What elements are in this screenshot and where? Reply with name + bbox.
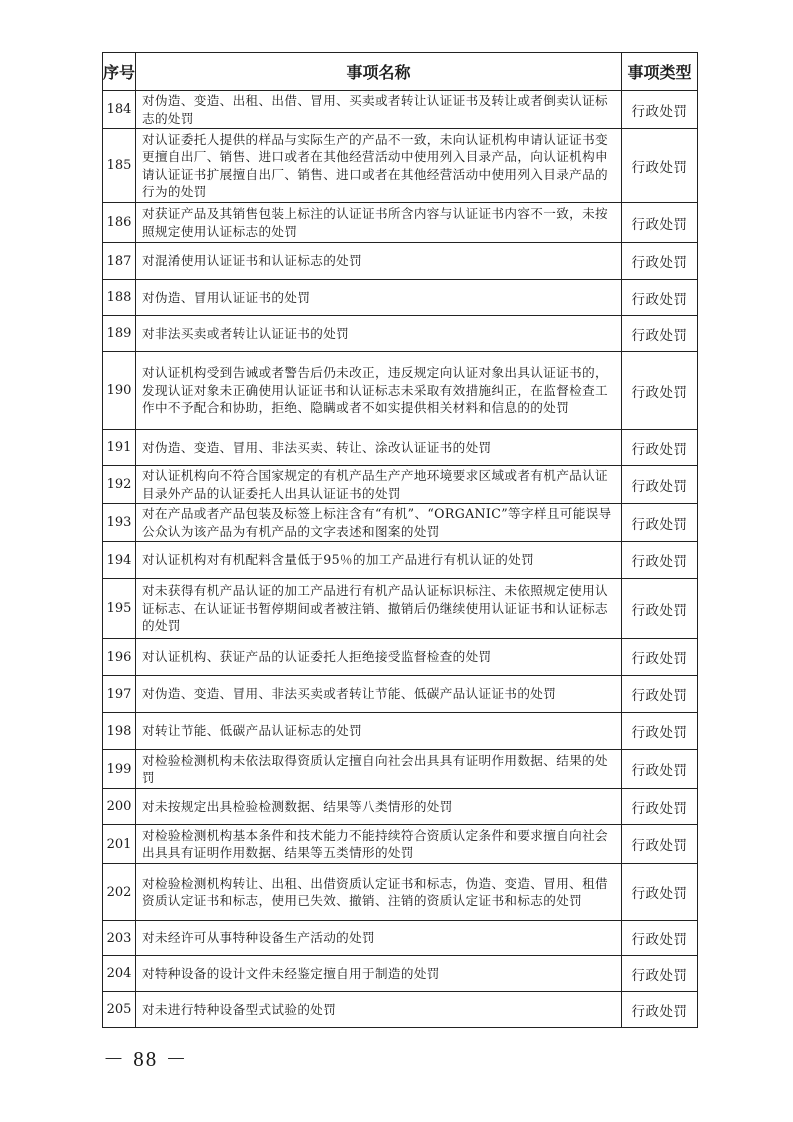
row-item-type: 行政处罚 xyxy=(622,542,698,579)
row-item-name: 对检验检测机构未依法取得资质认定擅自向社会出具具有证明作用数据、结果的处罚 xyxy=(136,750,622,789)
row-item-name: 对获证产品及其销售包装上标注的认证证书所含内容与认证证书内容不一致，未按照规定使用认证标志的处罚 xyxy=(136,203,622,243)
row-serial-number: 205 xyxy=(103,992,136,1028)
page-number: － 88 － xyxy=(103,1047,189,1071)
table-row xyxy=(103,864,698,921)
table-row xyxy=(103,992,698,1028)
row-serial-number: 193 xyxy=(103,504,136,542)
row-item-type: 行政处罚 xyxy=(622,91,698,129)
row-item-name: 对认证机构对有机配料含量低于95％的加工产品进行有机认证的处罚 xyxy=(136,542,622,579)
table-row xyxy=(103,91,698,129)
row-serial-number: 195 xyxy=(103,579,136,639)
row-serial-number: 188 xyxy=(103,280,136,316)
table-row xyxy=(103,542,698,579)
row-item-type: 行政处罚 xyxy=(622,639,698,676)
row-item-type: 行政处罚 xyxy=(622,921,698,956)
row-serial-number: 192 xyxy=(103,466,136,504)
table-row xyxy=(103,129,698,203)
row-item-name: 对伪造、变造、冒用、非法买卖、转让、涂改认证证书的处罚 xyxy=(136,430,622,466)
row-item-type: 行政处罚 xyxy=(622,466,698,504)
table-row xyxy=(103,430,698,466)
row-item-name: 对未进行特种设备型式试验的处罚 xyxy=(136,992,622,1028)
table-row xyxy=(103,203,698,243)
table-header-row xyxy=(103,53,698,91)
row-serial-number: 202 xyxy=(103,864,136,921)
header-item-name: 事项名称 xyxy=(136,53,622,91)
row-item-name: 对认证机构受到告诫或者警告后仍未改正，违反规定向认证对象出具认证证书的，发现认证对象未正确使用认证证书和认证标志未采取有效措施纠正，在监督检查工作中不予配合和协助，拒绝、隐瞒或者不如实提供相关材料和信息的的处罚 xyxy=(136,352,622,430)
table-row xyxy=(103,676,698,713)
row-item-name: 对伪造、冒用认证证书的处罚 xyxy=(136,280,622,316)
row-item-type: 行政处罚 xyxy=(622,316,698,352)
row-item-name: 对认证机构、获证产品的认证委托人拒绝接受监督检查的处罚 xyxy=(136,639,622,676)
header-serial-number: 序号 xyxy=(103,53,136,91)
row-item-type: 行政处罚 xyxy=(622,713,698,750)
row-serial-number: 203 xyxy=(103,921,136,956)
row-serial-number: 198 xyxy=(103,713,136,750)
table-row xyxy=(103,579,698,639)
table-row xyxy=(103,466,698,504)
row-item-type: 行政处罚 xyxy=(622,504,698,542)
table-row xyxy=(103,750,698,789)
row-item-name: 对伪造、变造、冒用、非法买卖或者转让节能、低碳产品认证证书的处罚 xyxy=(136,676,622,713)
row-item-name: 对检验检测机构基本条件和技术能力不能持续符合资质认定条件和要求擅自向社会出具具有证明作用数据、结果等五类情形的处罚 xyxy=(136,825,622,864)
row-item-name: 对未按规定出具检验检测数据、结果等八类情形的处罚 xyxy=(136,789,622,825)
table-row xyxy=(103,789,698,825)
row-item-type: 行政处罚 xyxy=(622,864,698,921)
row-item-type: 行政处罚 xyxy=(622,203,698,243)
row-serial-number: 201 xyxy=(103,825,136,864)
row-item-type: 行政处罚 xyxy=(622,825,698,864)
row-item-name: 对认证委托人提供的样品与实际生产的产品不一致，未向认证机构申请认证证书变更擅自出厂、销售、进口或者在其他经营活动中使用列入目录产品，向认证机构申请认证证书扩展擅自出厂、销售、进口或者在其他经营活动中使用列入目录产品的行为的处罚 xyxy=(136,129,622,203)
row-serial-number: 204 xyxy=(103,956,136,992)
row-serial-number: 187 xyxy=(103,243,136,280)
row-serial-number: 184 xyxy=(103,91,136,129)
row-item-name: 对混淆使用认证证书和认证标志的处罚 xyxy=(136,243,622,280)
row-serial-number: 197 xyxy=(103,676,136,713)
row-item-name: 对认证机构向不符合国家规定的有机产品生产产地环境要求区域或者有机产品认证目录外产品的认证委托人出具认证证书的处罚 xyxy=(136,466,622,504)
row-item-name: 对检验检测机构转让、出租、出借资质认定证书和标志，伪造、变造、冒用、租借资质认定证书和标志，使用已失效、撤销、注销的资质认定证书和标志的处罚 xyxy=(136,864,622,921)
row-serial-number: 199 xyxy=(103,750,136,789)
row-serial-number: 196 xyxy=(103,639,136,676)
row-item-type: 行政处罚 xyxy=(622,750,698,789)
row-item-name: 对未获得有机产品认证的加工产品进行有机产品认证标识标注、未依照规定使用认证标志、在认证证书暂停期间或者被注销、撤销后仍继续使用认证证书和认证标志的处罚 xyxy=(136,579,622,639)
row-item-name: 对特种设备的设计文件未经鉴定擅自用于制造的处罚 xyxy=(136,956,622,992)
row-item-type: 行政处罚 xyxy=(622,992,698,1028)
row-item-type: 行政处罚 xyxy=(622,243,698,280)
table-row xyxy=(103,639,698,676)
items-table xyxy=(102,52,698,1028)
table-row xyxy=(103,825,698,864)
row-serial-number: 200 xyxy=(103,789,136,825)
row-item-name: 对未经许可从事特种设备生产活动的处罚 xyxy=(136,921,622,956)
row-item-name: 对转让节能、低碳产品认证标志的处罚 xyxy=(136,713,622,750)
table-row xyxy=(103,713,698,750)
table-row xyxy=(103,243,698,280)
row-item-type: 行政处罚 xyxy=(622,280,698,316)
row-item-name: 对非法买卖或者转让认证证书的处罚 xyxy=(136,316,622,352)
row-serial-number: 185 xyxy=(103,129,136,203)
table-row xyxy=(103,921,698,956)
row-item-type: 行政处罚 xyxy=(622,956,698,992)
row-item-type: 行政处罚 xyxy=(622,352,698,430)
row-item-name: 对在产品或者产品包装及标签上标注含有“有机”、“ORGANIC”等字样且可能误导公众认为该产品为有机产品的文字表述和图案的处罚 xyxy=(136,504,622,542)
table-row xyxy=(103,956,698,992)
table-row xyxy=(103,504,698,542)
row-serial-number: 189 xyxy=(103,316,136,352)
table-row xyxy=(103,280,698,316)
table-row xyxy=(103,352,698,430)
row-item-type: 行政处罚 xyxy=(622,676,698,713)
row-item-type: 行政处罚 xyxy=(622,430,698,466)
row-serial-number: 186 xyxy=(103,203,136,243)
row-item-type: 行政处罚 xyxy=(622,579,698,639)
row-item-type: 行政处罚 xyxy=(622,789,698,825)
row-item-type: 行政处罚 xyxy=(622,129,698,203)
row-serial-number: 190 xyxy=(103,352,136,430)
table-row xyxy=(103,316,698,352)
header-item-type: 事项类型 xyxy=(622,53,698,91)
row-item-name: 对伪造、变造、出租、出借、冒用、买卖或者转让认证证书及转让或者倒卖认证标志的处罚 xyxy=(136,91,622,129)
row-serial-number: 194 xyxy=(103,542,136,579)
row-serial-number: 191 xyxy=(103,430,136,466)
